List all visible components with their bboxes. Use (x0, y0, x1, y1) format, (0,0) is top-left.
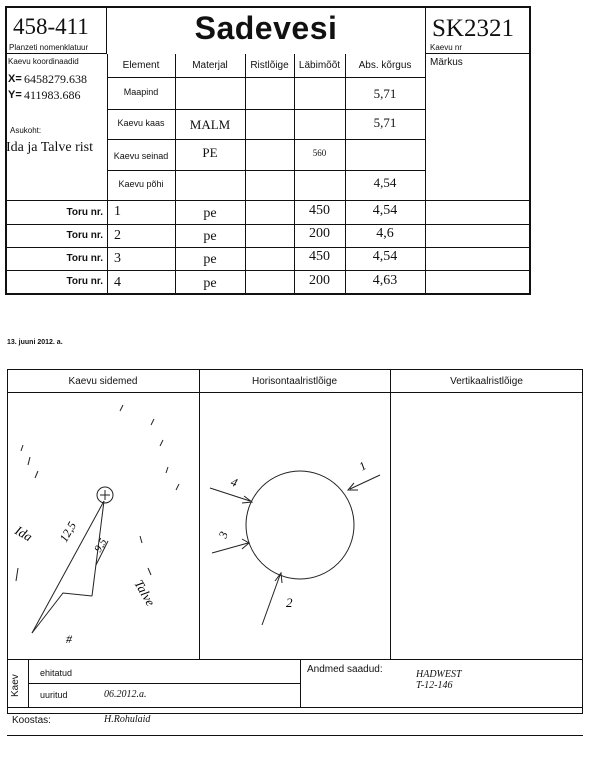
x-label: X= (8, 73, 22, 85)
sketch-label-distance-2: 9,5 (92, 536, 110, 555)
pipe-label: Toru nr. (66, 276, 103, 287)
pipe-material: pe (203, 229, 217, 244)
pipe-label-3: 3 (215, 529, 231, 541)
pipe-label: Toru nr. (66, 230, 103, 241)
nomenclature-value: 458-411 (13, 14, 89, 39)
sketch-well-cross (100, 490, 110, 500)
pipe-label-1: 1 (356, 458, 369, 474)
row-material: MALM (189, 117, 231, 132)
well-number-label: Kaevu nr (430, 43, 463, 52)
grid-line (5, 224, 531, 225)
grid-line (107, 77, 426, 78)
built-label: ehitatud (40, 668, 73, 678)
surveyed-label: uuritud (40, 690, 68, 700)
pipe-number: 2 (114, 228, 121, 243)
location-sketch (8, 393, 198, 659)
x-coordinate: 6458279.638 (24, 72, 87, 86)
drawings-divider (390, 369, 391, 660)
grid-line (425, 54, 426, 295)
sketch-line (32, 593, 92, 633)
row-element: Kaevu kaas (117, 118, 165, 128)
grid-line (5, 200, 531, 201)
panel-title-connections: Kaevu sidemed (68, 376, 138, 387)
col-header-diameter: Läbimõõt (298, 60, 341, 71)
pipe-arrow-4 (210, 488, 250, 501)
surveyed-value: 06.2012.a. (104, 689, 147, 700)
footer-divider (300, 660, 301, 707)
grid-line (5, 270, 531, 271)
footer-line (7, 707, 583, 708)
document-title: Sadevesi (194, 10, 338, 46)
pipe-arrow-1 (350, 475, 380, 489)
sketch-dash (160, 440, 163, 446)
pipe-material: pe (203, 252, 217, 267)
grid-line (107, 109, 426, 110)
row-element: Maapind (123, 87, 159, 97)
document-date: 13. juuni 2012. a. (7, 339, 63, 346)
sketch-dash (151, 419, 154, 425)
pipe-height: 4,6 (376, 226, 394, 241)
sketch-dash (120, 405, 123, 411)
pipe-label-4: 4 (228, 474, 240, 490)
row-height: 4,54 (373, 175, 397, 190)
panel-title-horizontal: Horisontaalristlõige (251, 376, 338, 387)
pipe-label: Toru nr. (66, 207, 103, 218)
section-strokes (210, 471, 380, 625)
footer-bottom-line (7, 735, 583, 736)
y-coordinate: 411983.686 (24, 88, 81, 102)
col-header-material: Materjal (192, 60, 228, 71)
sketch-dash (176, 484, 179, 490)
row-element: Kaevu seinad (113, 151, 169, 161)
sketch-label-ida: Ida (12, 522, 36, 545)
col-header-height: Abs. kõrgus (358, 60, 412, 71)
pipe-diameter: 450 (309, 249, 330, 264)
pipe-material: pe (203, 206, 217, 221)
sketch-dash (148, 568, 151, 575)
sketch-dash (140, 536, 142, 543)
remarks-label: Märkus (430, 57, 463, 68)
pipe-label: Toru nr. (66, 253, 103, 264)
footer-border (7, 660, 583, 714)
pipe-number: 4 (114, 275, 121, 290)
pipe-material: pe (203, 276, 217, 291)
location-label: Asukoht: (10, 126, 42, 135)
data-source-code: T-12-146 (416, 680, 453, 691)
sketch-dash (28, 457, 30, 465)
author-label: Koostas: (12, 715, 51, 726)
sketch-dash (35, 471, 38, 478)
sketch-label-hash: # (66, 632, 72, 646)
sketch-label-distance-1: 12,5 (56, 519, 80, 545)
pipe-height: 4,63 (372, 273, 398, 288)
coordinates-label: Kaevu koordinaadid (8, 57, 79, 66)
grid-line (107, 139, 426, 140)
panel-title-vertical: Vertikaalristlõige (450, 376, 523, 387)
pipe-label-2: 2 (286, 595, 293, 610)
y-label: Y= (8, 89, 22, 101)
data-source-label: Andmed saadud: (307, 664, 383, 675)
author-value: H.Rohulaid (104, 714, 151, 725)
sketch-dash (166, 467, 168, 473)
row-diameter: 560 (312, 148, 327, 158)
footer-line (28, 683, 300, 684)
horizontal-section-drawing (200, 393, 390, 659)
data-source-value: HADWEST (416, 669, 462, 680)
nomenclature-box (5, 6, 107, 54)
pipe-diameter: 200 (309, 273, 330, 288)
row-material: PE (202, 145, 218, 160)
footer-kaev-label: Kaev (10, 674, 21, 697)
pipe-diameter: 200 (309, 226, 330, 241)
well-number-value: SK2321 (432, 15, 514, 42)
sketch-dash (16, 568, 18, 581)
grid-line (5, 247, 531, 248)
well-circle (246, 471, 354, 579)
row-element: Kaevu põhi (118, 179, 164, 189)
row-height: 5,71 (373, 115, 397, 130)
grid-line (245, 54, 246, 295)
pipe-arrow-2 (262, 575, 280, 625)
pipe-height: 4,54 (372, 203, 398, 218)
pipe-diameter: 450 (309, 203, 330, 218)
well-number-box (425, 6, 531, 54)
sketch-label-talve: Talve (131, 577, 159, 609)
pipe-number: 3 (114, 251, 121, 266)
grid-line (107, 170, 426, 171)
col-header-element: Element (122, 60, 160, 71)
location-value: Ida ja Talve rist (6, 140, 94, 155)
pipe-number: 1 (114, 204, 121, 219)
pipe-height: 4,54 (372, 249, 398, 264)
nomenclature-label: Planzeti nomenklatuur (9, 43, 89, 52)
sketch-dash (21, 445, 23, 451)
col-header-cross-section: Ristlõige (250, 60, 289, 71)
row-height: 5,71 (373, 86, 397, 101)
